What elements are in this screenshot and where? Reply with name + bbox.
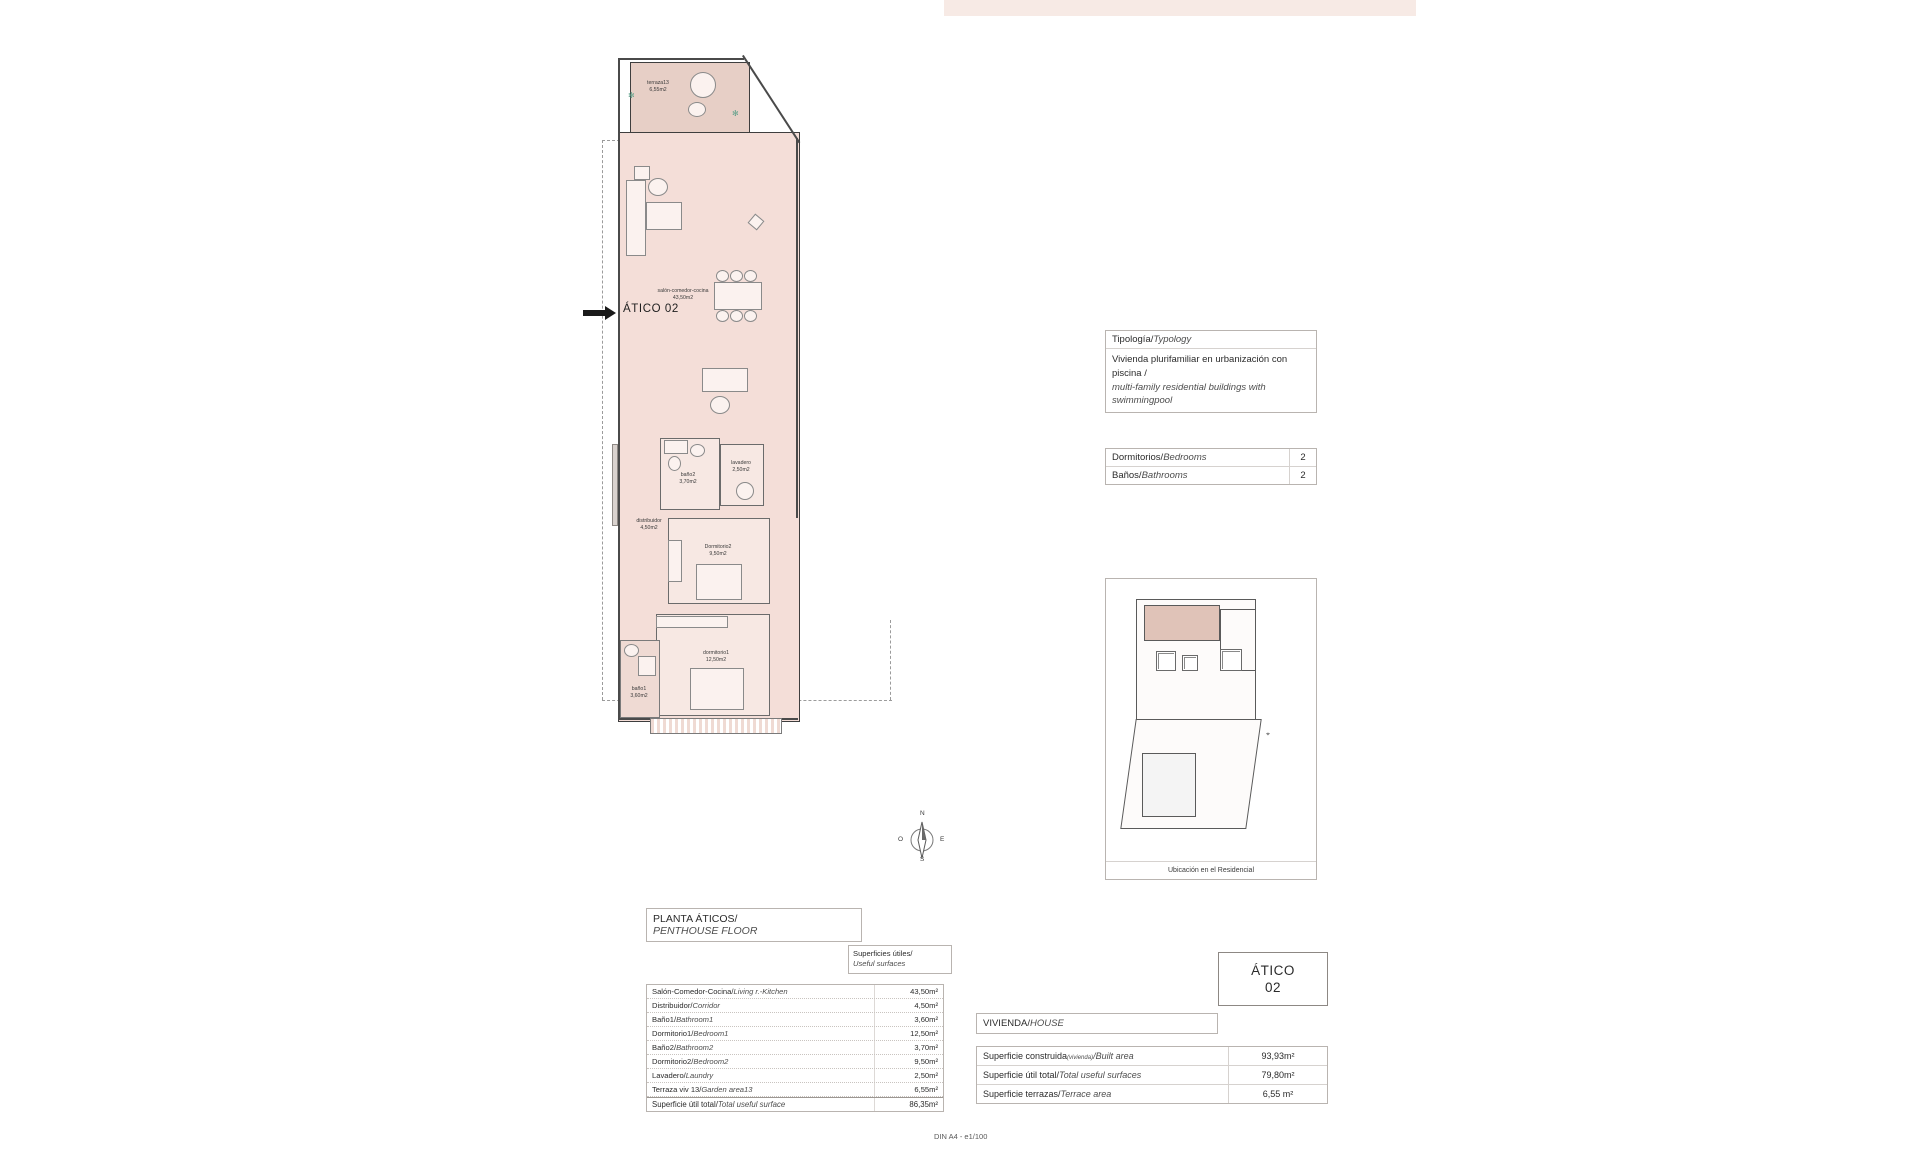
bedroom2-label [690,544,746,557]
bath1-shower [638,656,656,676]
dining-chair [730,310,743,322]
site-boundary-right [890,620,891,700]
bedroom1-label [688,650,744,663]
bath1-label [620,686,658,699]
terrace-label [636,80,680,93]
bath2-basin-icon [690,444,705,457]
mini-north-icon: ⌖ [1266,731,1270,738]
compass-east-label: E [940,836,945,843]
facade-wall-left [618,58,620,720]
compass-rose [896,812,948,864]
table-row [647,1041,943,1055]
laundry-washer-icon [736,482,754,500]
table-row [647,985,943,999]
unit-id-box [1218,952,1328,1006]
house-row-value: 79,80m² [1228,1066,1327,1084]
house-row-sep: / [1093,1051,1096,1061]
table-row [1106,467,1316,484]
location-plan-box [1105,578,1317,880]
surface-name-es: Baño2/ [652,1043,677,1052]
useful-surfaces-header-en: Useful surfaces [853,959,906,969]
surface-name-en: Living r.-Kitchen [733,987,788,996]
surface-total-value: 86,35m² [874,1098,943,1111]
bedrooms-label-en: Bedrooms [1163,452,1207,463]
location-caption: Ubicación en el Residencial [1106,861,1316,879]
table-row [647,1055,943,1069]
bathrooms-label [1112,470,1188,481]
surface-name-es: Salón-Comedor-Cocina/ [652,987,734,996]
living-area-value: 43,50m2 [672,294,694,301]
bath2-vanity [664,440,688,454]
facade-wall-right [796,138,798,518]
bedroom2-area-value: 9,50m2 [709,550,727,557]
house-row-name-sub: (vivienda) [1067,1055,1094,1061]
surface-name-es: Lavadero/ [652,1071,686,1080]
table-row [647,1069,943,1083]
mini-stair-core [1220,649,1242,671]
sofa [702,368,748,392]
dining-chair [730,270,743,282]
mini-pool [1142,753,1196,817]
house-row-name-es: Superficie terrazas/ [983,1089,1061,1099]
surface-value: 4,50m² [874,999,943,1012]
house-row-name-es: Superficie construida [983,1051,1068,1061]
angled-facade-wall [742,55,800,143]
surface-name [647,985,874,998]
house-row-name [977,1047,1228,1065]
kitchen-counter [626,180,646,256]
bath1-basin-icon [624,644,639,657]
dining-chair [744,270,757,282]
surface-name-en: Laundry [685,1071,714,1080]
compass-west-label: O [898,836,904,843]
house-row-name-en: Terrace area [1060,1089,1112,1099]
mini-stair-core [1156,651,1176,671]
dining-table [714,282,762,310]
unit-id-line2: 02 [1264,980,1282,995]
facade-wall-top [618,58,744,60]
compass-north-label: N [920,810,925,817]
surface-name-en: Corridor [692,1001,720,1010]
bedroom2-name: Dormitorio2 [704,544,732,550]
bathrooms-label-es: Baños/ [1112,470,1142,481]
bedrooms-value: 2 [1289,449,1316,466]
bedroom1-wardrobe [656,616,728,628]
typology-body-en: multi-family residential buildings with swimmingpool [1112,381,1266,407]
bedrooms-label [1112,452,1207,463]
corridor-name: distribuidor [636,518,662,524]
surface-name-en: Bathroom2 [676,1043,714,1052]
table-row [647,999,943,1013]
surface-name-es: Dormitorio2/ [652,1057,694,1066]
table-row [647,1013,943,1027]
bath2-name: baño2 [680,472,696,478]
house-row-name [977,1066,1228,1084]
surface-value: 43,50m² [874,985,943,998]
surface-value: 3,70m² [874,1041,943,1054]
surface-value: 6,55m² [874,1083,943,1096]
surface-name-en: Garden area13 [701,1085,753,1094]
kitchen-appliance [634,166,650,180]
terrace-name: terraza13 [647,80,669,86]
bedroom1-bed [690,668,744,710]
scale-note: DIN A4 - e1/100 [934,1132,988,1141]
floor-plan [590,20,910,720]
house-row-value: 93,93m² [1228,1047,1327,1065]
table-row-total [647,1097,943,1111]
surface-name-en: Bathroom1 [676,1015,714,1024]
plan-title-box [646,908,862,942]
bedrooms-label-es: Dormitorios/ [1112,452,1164,463]
house-row-name-es: Superficie útil total/ [983,1070,1060,1080]
house-row-value: 6,55 m² [1228,1085,1327,1103]
surface-total-name-en: Total useful surface [717,1100,786,1109]
surface-name-en: Bedroom2 [693,1057,729,1066]
terrace-chair-icon [688,102,706,117]
terrace-table-icon [690,72,716,98]
house-row-name-en: Total useful surfaces [1059,1070,1142,1080]
surface-value: 9,50m² [874,1055,943,1068]
house-title-en: HOUSE [1030,1018,1064,1029]
table-row [977,1085,1327,1103]
surface-name [647,1083,874,1096]
table-row [1106,449,1316,467]
surface-value: 3,60m² [874,1013,943,1026]
bedroom1-area-value: 12,50m2 [705,656,727,663]
entrance-label: ÁTICO 02 [623,303,679,315]
typology-body [1106,349,1316,412]
table-row [647,1027,943,1041]
house-surfaces-table [976,1046,1328,1104]
surface-value: 12,50m² [874,1027,943,1040]
typology-body-es: Vivienda plurifamiliar en urbanización con piscina / [1112,354,1288,379]
dining-chair [744,310,757,322]
useful-surfaces-table [646,984,944,1112]
unit-id-line1: ÁTICO [1251,963,1295,978]
surface-name [647,1041,874,1054]
terrace-area [630,62,750,136]
surface-value: 2,50m² [874,1069,943,1082]
bath2-label [662,472,714,485]
service-shaft-wall [612,444,618,526]
house-row-name-en: Built area [1095,1051,1134,1061]
surface-name-en: Bedroom1 [693,1029,729,1038]
room-counts-table [1105,448,1317,485]
dining-chair [716,310,729,322]
surface-name-es: Distribuidor/ [652,1001,693,1010]
bath1-area-value: 3,60m2 [630,692,648,699]
typology-header-en: Typology [1153,334,1192,345]
site-boundary-left [602,140,603,700]
useful-surfaces-header [848,945,952,974]
bathrooms-value: 2 [1289,467,1316,484]
surface-name [647,999,874,1012]
plan-title-line1: PLANTA ÁTICOS/ [653,913,738,925]
laundry-label [720,460,762,473]
surface-name [647,1013,874,1026]
entrance-arrow-icon [583,305,617,321]
useful-surfaces-header-es: Superficies útiles/ [853,949,913,958]
plant-icon: ✻ [732,109,739,118]
surface-name-es: Dormitorio1/ [652,1029,694,1038]
mini-stair-core [1182,655,1198,671]
lower-balcony [650,718,782,734]
table-row [977,1066,1327,1085]
plan-title-line2: PENTHOUSE FLOOR [653,925,758,937]
surface-total-name-es: Superficie útil total/ [652,1100,718,1109]
kitchen-island [646,202,682,230]
bedroom1-name: dormitorio1 [703,650,729,656]
kitchen-sink-icon [648,178,668,196]
laundry-name: lavadero [731,460,751,466]
bath2-area-value: 3,70m2 [679,478,697,485]
dining-chair [716,270,729,282]
bath1-name: baño1 [631,686,647,692]
bath2-toilet-icon [668,456,681,471]
house-title-box [976,1013,1218,1034]
typology-table [1105,330,1317,413]
laundry-area-value: 2,50m2 [732,466,750,473]
surface-name-es: Baño1/ [652,1015,677,1024]
compass-south-label: S [920,856,925,863]
surface-name [647,1055,874,1068]
typology-header [1106,331,1316,349]
corridor-area-value: 4,50m2 [640,524,658,531]
bedroom2-bed [696,564,742,600]
surface-name [647,1027,874,1040]
surface-total-name [647,1098,874,1111]
bedroom2-wardrobe [668,540,682,582]
armchair [710,396,730,414]
mini-highlighted-unit [1144,605,1220,641]
location-mini-plan [1120,593,1302,855]
typology-header-es: Tipología/ [1112,334,1154,345]
terrace-area-value: 6,55m2 [649,86,667,93]
living-name: salón-comedor-cocina [657,288,709,294]
house-title-es: VIVIENDA/ [983,1018,1030,1029]
top-color-band [944,0,1416,16]
table-row [977,1047,1327,1066]
bathrooms-label-en: Bathrooms [1141,470,1188,481]
plant-icon: ✻ [628,91,635,100]
house-row-name [977,1085,1228,1103]
table-row [647,1083,943,1097]
surface-name-es: Terraza viv 13/ [652,1085,702,1094]
surface-name [647,1069,874,1082]
